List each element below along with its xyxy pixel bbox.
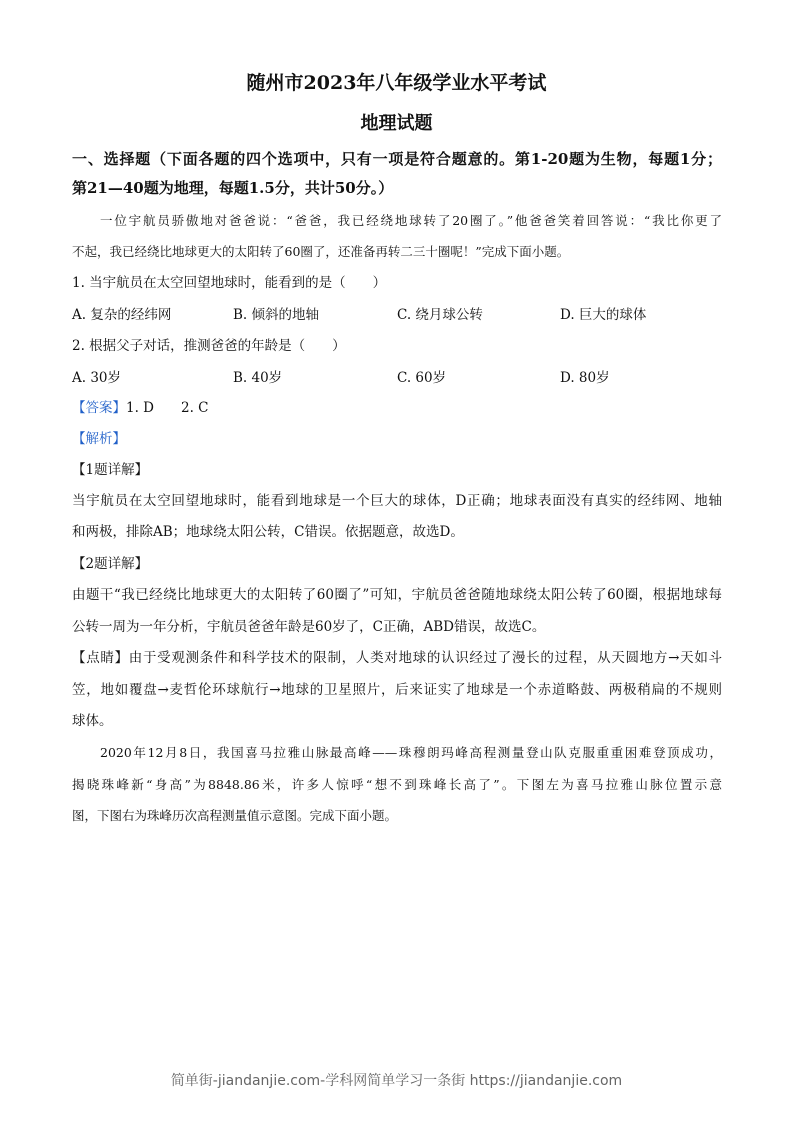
q1-option-d: D. 巨大的球体 (560, 307, 647, 323)
analysis-label: 【解析】 (72, 431, 126, 447)
q1-stem: 1. 当宇航员在太空回望地球时，能看到的是（ ） (72, 275, 387, 291)
passage2-line3: 图，下图右为珠峰历次高程测量值示意图。完成下面小题。 (72, 808, 398, 823)
q1-option-c: C. 绕月球公转 (397, 307, 483, 323)
passage2-line1: 2020年12月8日，我国喜马拉雅山脉最高峰——珠穆朗玛峰高程测量登山队克服重重困难登顶成功， (100, 745, 723, 760)
q1-option-b: B. 倾斜的地轴 (233, 307, 320, 323)
q1-option-a: A. 复杂的经纬网 (72, 307, 172, 323)
q2-option-b: B. 40岁 (233, 370, 283, 386)
answer-text: 1. D 2. C (126, 400, 209, 416)
doc-title: 随州市2023年八年级学业水平考试 (246, 72, 547, 94)
passage1-line2: 不起，我已经绕比地球更大的太阳转了60圈了，还准备再转二三十圈呢！”完成下面小题。 (72, 244, 570, 259)
doc-subtitle: 地理试题 (360, 113, 433, 134)
q2-option-a: A. 30岁 (72, 370, 122, 386)
detail2-line1: 由题干“我已经绕比地球更大的太阳转了60圈了”可知，宇航员爸爸随地球绕太阳公转了60圈，根据地球每 (72, 587, 722, 603)
tip-line1 (72, 648, 722, 668)
answer-line (72, 398, 722, 418)
detail2-line2: 公转一周为一年分析，宇航员爸爸年龄是60岁了，C正确，ABD错误，故选C。 (72, 619, 546, 635)
tip-text: 由于受观测条件和科学技术的限制，人类对地球的认识经过了漫长的过程，从天圆地方→天如斗 (128, 650, 723, 666)
tip-label: 【点睛】 (72, 650, 129, 666)
q2-stem: 2. 根据父子对话，推测爸爸的年龄是（ ） (72, 338, 346, 354)
q2-option-d: D. 80岁 (560, 370, 610, 386)
footer-watermark: 简单街-jiandanjie.com-学科网简单学习一条街 https://jiandanjie.com (170, 1073, 623, 1089)
detail1-label: 【1题详解】 (72, 462, 149, 478)
tip-line3: 球体。 (72, 713, 113, 729)
tip-line2: 笠，地如覆盘→麦哲伦环球航行→地球的卫星照片，后来证实了地球是一个赤道略鼓、两极稍扁的不规则 (72, 682, 722, 698)
q2-option-c: C. 60岁 (397, 370, 447, 386)
detail1-line1: 当宇航员在太空回望地球时，能看到地球是一个巨大的球体，D正确；地球表面没有真实的经纬网、地轴 (72, 493, 722, 509)
section-heading-line1: 一、选择题（下面各题的四个选项中，只有一项是符合题意的。第1-20题为生物，每题1分； (72, 150, 722, 168)
answer-label: 【答案】 (72, 400, 126, 416)
section-heading-line2: 第21—40题为地理，每题1.5分，共计50分。） (72, 179, 394, 197)
passage1-line1: 一位宇航员骄傲地对爸爸说：“爸爸，我已经绕地球转了20圈了。”他爸爸笑着回答说：“我比你更了 (100, 213, 722, 228)
detail1-line2: 和两极，排除AB；地球绕太阳公转，C错误。依据题意，故选D。 (72, 524, 464, 540)
passage2-line2: 揭晓珠峰新“身高”为8848.86米，许多人惊呼“想不到珠峰长高了”。下图左为喜马拉雅山脉位置示意 (72, 777, 722, 792)
detail2-label: 【2题详解】 (72, 556, 149, 572)
